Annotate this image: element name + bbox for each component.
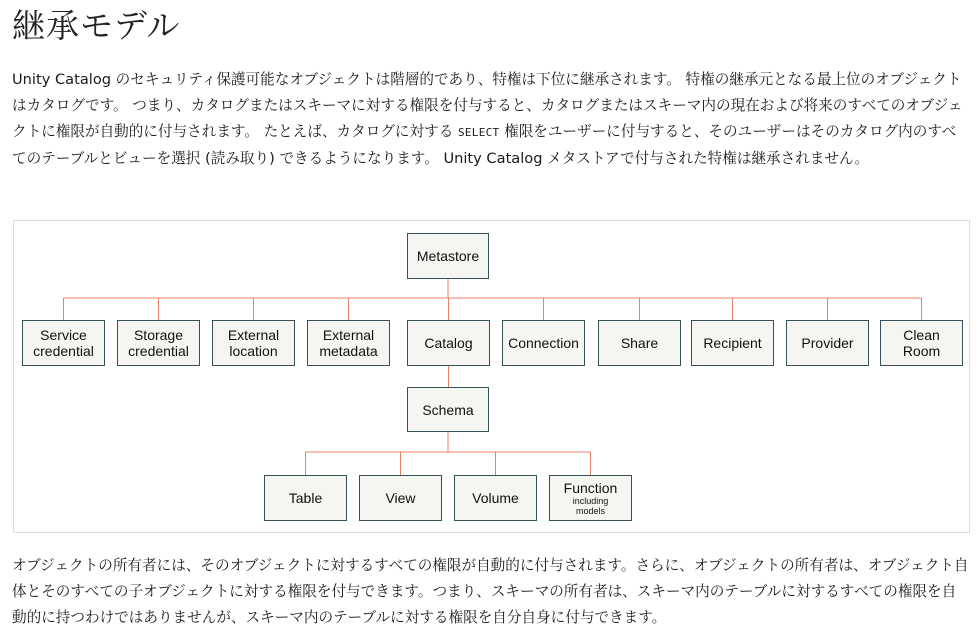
node-metastore [407,233,489,279]
node-connection [502,320,585,366]
intro-paragraph [12,67,970,172]
node-share [598,320,681,366]
node-storage-credential-label: credential [128,343,189,359]
node-catalog [407,320,490,366]
node-service-credential-label: Service [40,327,87,343]
node-service-credential-label: credential [33,343,94,359]
node-external-metadata-label: metadata [319,343,378,359]
node-function-sublabel: including [572,496,609,506]
node-catalog-label: Catalog [424,335,473,351]
node-service-credential [22,320,105,366]
node-share-label: Share [620,335,659,351]
node-clean-room [880,320,963,366]
intro-text-start: Unity Catalog のセキュリティ保護可能なオブジェクトは階層的であり、特権は下位に継承されます。 特権の継承元となる最上位のオブジェクトはカタログです。 つまり、カタログまたはスキーマに対する権限を付与すると、カタログまたはスキーマ内の現在および将来のすべてのオブジェクトに権限が自動的に付与されます。 たとえば、カタログに対する [12,71,963,140]
owner-paragraph: オブジェクトの所有者には、そのオブジェクトに対するすべての権限が自動的に付与されます。さらに、オブジェクトの所有者は、オブジェクト自体とそのすべての子オブジェクトに対する権限を付与できます。つまり、スキーマの所有者は、スキーマ内のテーブルに対するすべての権限を自動的に持つわけではありませんが、スキーマ内のテーブルに対する権限を自分自身に付与できます。 [12,557,969,626]
node-schema [407,387,489,432]
node-view-label: View [385,490,416,506]
node-provider [786,320,869,366]
node-function-sublabel: models [575,506,605,516]
node-volume-label: Volume [472,490,519,506]
node-storage-credential-label: Storage [133,327,184,343]
node-view [359,475,442,521]
node-external-location [212,320,295,366]
node-schema-label: Schema [422,401,474,418]
inheritance-diagram [13,220,970,533]
node-table [264,475,347,521]
node-provider-label: Provider [801,335,854,351]
intro-text-end: 権限をユーザーに付与すると、そのユーザーはそのカタログ内のすべてのテーブルとビューを選択 (読み取り) できるようになります。 Unity Catalog メタストアで付与された特権は継承されません。 [12,123,957,167]
node-table-label: Table [288,490,323,506]
node-clean-room-label: Room [902,343,941,359]
node-function [549,475,632,521]
node-clean-room-label: Clean [903,327,940,343]
select-code: SELECT [457,126,500,139]
node-volume [454,475,537,521]
node-connection-label: Connection [508,335,579,351]
node-recipient-label: Recipient [703,335,762,351]
node-external-metadata [307,320,390,366]
node-storage-credential [117,320,200,366]
node-external-location-label: External [227,327,280,343]
node-external-location-label: location [229,343,278,359]
node-recipient [691,320,774,366]
page-title: 継承モデル [12,6,181,45]
node-function-label: Function [563,480,618,496]
node-external-metadata-label: External [322,327,375,343]
node-metastore-label: Metastore [416,248,480,264]
